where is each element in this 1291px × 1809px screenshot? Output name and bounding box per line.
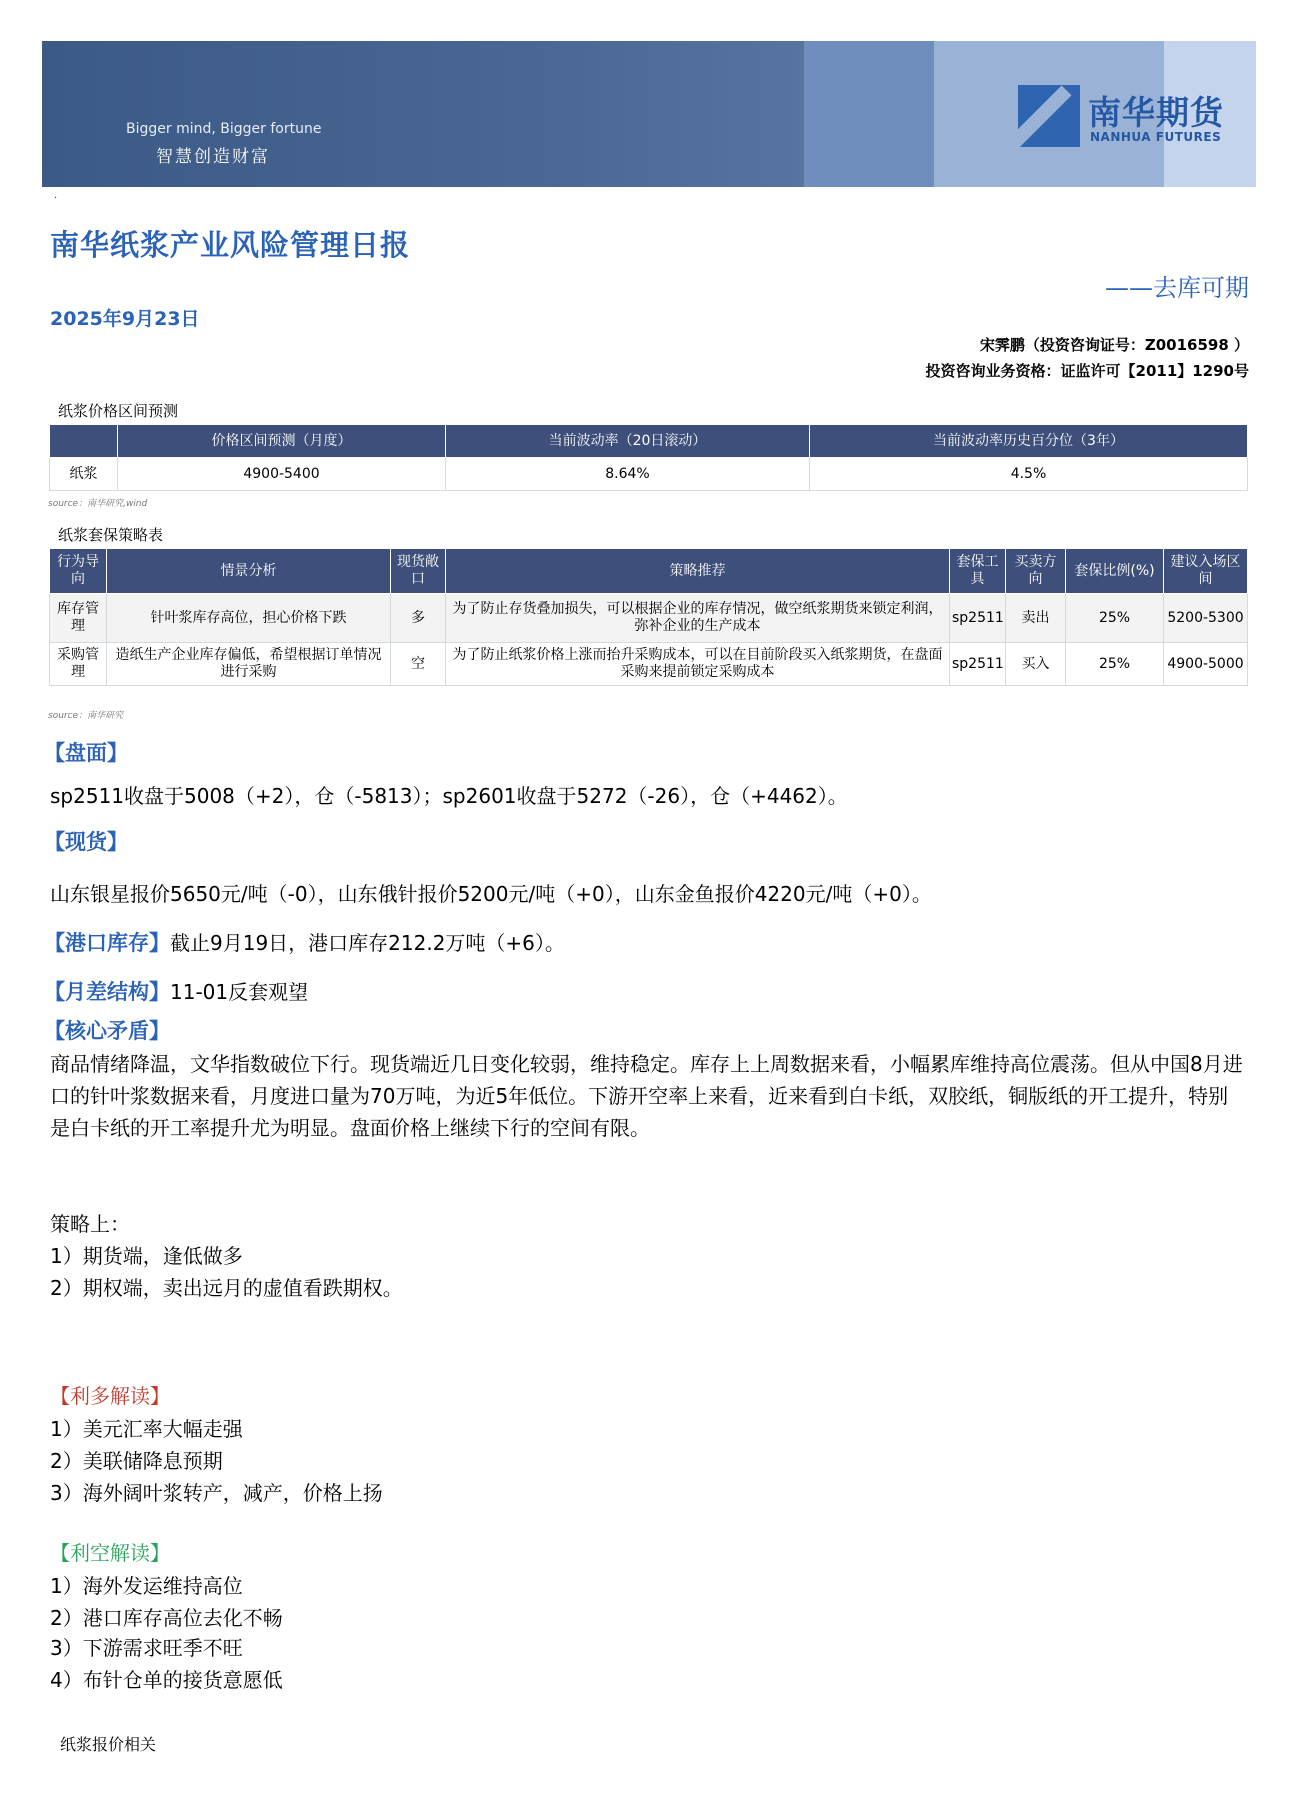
table-cell: 造纸生产企业库存偏低，希望根据订单情况进行采购	[107, 643, 391, 686]
table-cell: 5200-5300	[1164, 594, 1248, 643]
table-cell: 卖出	[1006, 594, 1066, 643]
table-cell: 针叶浆库存高位，担心价格下跌	[107, 594, 391, 643]
table-row	[50, 643, 1248, 686]
table-header-cell: 建议入场区间	[1164, 549, 1248, 594]
price-forecast-table	[49, 424, 1248, 491]
core-conflict-text: 商品情绪降温，文华指数破位下行。现货端近几日变化较弱，维持稳定。库存上上周数据来看，小幅累库维持高位震荡。但从中国8月进口的针叶浆数据来看，月度进口量为70万吨，为近5年低位。下游开空率上来看，近来看到白卡纸，双胶纸，铜版纸的开工提升，特别是白卡纸的开工率提升尤为明显。盘面价格上继续下行的空间有限。	[50, 1052, 1243, 1140]
section-heading-bullish: 【利多解读】	[50, 1384, 170, 1408]
author-name: 宋霁鹏（投资咨询证号：Z0016598 ）	[979, 336, 1249, 354]
list-item: 3）下游需求旺季不旺	[50, 1636, 243, 1660]
section-heading-spread: 【月差结构】	[44, 980, 170, 1004]
list-item: 1）期货端，逢低做多	[50, 1244, 243, 1268]
list-item: 2）期权端，卖出远月的虚值看跌期权。	[50, 1276, 403, 1300]
section-heading-bearish: 【利空解读】	[50, 1541, 170, 1565]
table-cell: 买入	[1006, 643, 1066, 686]
section-heading-port: 【港口库存】	[44, 931, 170, 955]
table-cell: 8.64%	[446, 458, 810, 491]
table-header-cell: 现货敞口	[391, 549, 446, 594]
table-cell: 25%	[1066, 643, 1164, 686]
strategy-table-caption: 纸浆套保策略表	[58, 526, 164, 544]
list-item: 2）港口库存高位去化不畅	[50, 1606, 283, 1630]
table-cell: 25%	[1066, 594, 1164, 643]
section-heading-panmian: 【盘面】	[44, 741, 128, 765]
table-cell: sp2511	[950, 594, 1006, 643]
spread-structure-line	[44, 976, 308, 1006]
section-heading-core: 【核心矛盾】	[44, 1019, 170, 1043]
section-heading-xianhuo: 【现货】	[44, 830, 128, 854]
slogan-chinese: 智慧创造财富	[156, 147, 270, 167]
table-header-row	[50, 425, 1248, 458]
panmian-text: sp2511收盘于5008（+2），仓（-5813）；sp2601收盘于5272（-26），仓（+4462）。	[50, 784, 848, 808]
table-cell: 空	[391, 643, 446, 686]
table-header-cell: 当前波动率（20日滚动）	[446, 425, 810, 458]
strategy-table-source: source：南华研究	[48, 711, 124, 721]
table-header-cell	[50, 425, 118, 458]
table-header-cell: 当前波动率历史百分位（3年）	[810, 425, 1248, 458]
table-cell: 4.5%	[810, 458, 1248, 491]
strategy-intro: 策略上：	[50, 1212, 130, 1236]
nanhua-logo-icon	[1018, 85, 1080, 147]
table-row	[50, 594, 1248, 643]
spread-structure-text: 11-01反套观望	[170, 980, 309, 1004]
banner-strip	[804, 41, 934, 187]
logo-text-chinese: 南华期货	[1088, 93, 1224, 132]
report-title: 南华纸浆产业风险管理日报	[50, 228, 411, 262]
author-license: 投资咨询业务资格：证监许可【2011】1290号	[925, 362, 1249, 380]
table-header-cell: 买卖方向	[1006, 549, 1066, 594]
table-cell: 为了防止存货叠加损失，可以根据企业的库存情况，做空纸浆期货来锁定利润，弥补企业的生产成本	[446, 594, 950, 643]
logo-text-english: NANHUA FUTURES	[1090, 130, 1222, 144]
port-inventory-line	[44, 927, 565, 957]
footer-caption: 纸浆报价相关	[60, 1735, 157, 1754]
table-row	[50, 458, 1248, 491]
hedge-strategy-table	[49, 548, 1248, 686]
table-header-cell: 策略推荐	[446, 549, 950, 594]
report-subtitle: ——去库可期	[1105, 274, 1249, 302]
header-banner	[42, 41, 1256, 187]
table-header-cell: 情景分析	[107, 549, 391, 594]
list-item: 3）海外阔叶浆转产，减产，价格上扬	[50, 1481, 383, 1505]
dot-mark: .	[54, 190, 58, 201]
table-header-cell: 套保比例(%)	[1066, 549, 1164, 594]
table-cell: 为了防止纸浆价格上涨而抬升采购成本，可以在目前阶段买入纸浆期货，在盘面采购来提前锁定采购成本	[446, 643, 950, 686]
table-cell: sp2511	[950, 643, 1006, 686]
table-cell: 4900-5400	[118, 458, 446, 491]
price-table-source: source：南华研究,wind	[48, 499, 148, 509]
list-item: 1）海外发运维持高位	[50, 1574, 243, 1598]
table-header-cell: 价格区间预测（月度）	[118, 425, 446, 458]
list-item: 2）美联储降息预期	[50, 1449, 223, 1473]
table-cell: 4900-5000	[1164, 643, 1248, 686]
table-cell: 多	[391, 594, 446, 643]
report-date: 2025年9月23日	[50, 308, 200, 330]
slogan-english: Bigger mind, Bigger fortune	[126, 121, 322, 137]
xianhuo-text: 山东银星报价5650元/吨（-0），山东俄针报价5200元/吨（+0），山东金鱼报价4220元/吨（+0）。	[50, 882, 932, 906]
price-table-caption: 纸浆价格区间预测	[58, 402, 179, 420]
table-header-cell: 行为导向	[50, 549, 107, 594]
port-inventory-text: 截止9月19日，港口库存212.2万吨（+6）。	[170, 931, 565, 955]
list-item: 1）美元汇率大幅走强	[50, 1417, 243, 1441]
table-header-row	[50, 549, 1248, 594]
list-item: 4）布针仓单的接货意愿低	[50, 1668, 283, 1692]
table-cell: 采购管理	[50, 643, 107, 686]
table-cell: 纸浆	[50, 458, 118, 491]
table-cell: 库存管理	[50, 594, 107, 643]
table-header-cell: 套保工具	[950, 549, 1006, 594]
